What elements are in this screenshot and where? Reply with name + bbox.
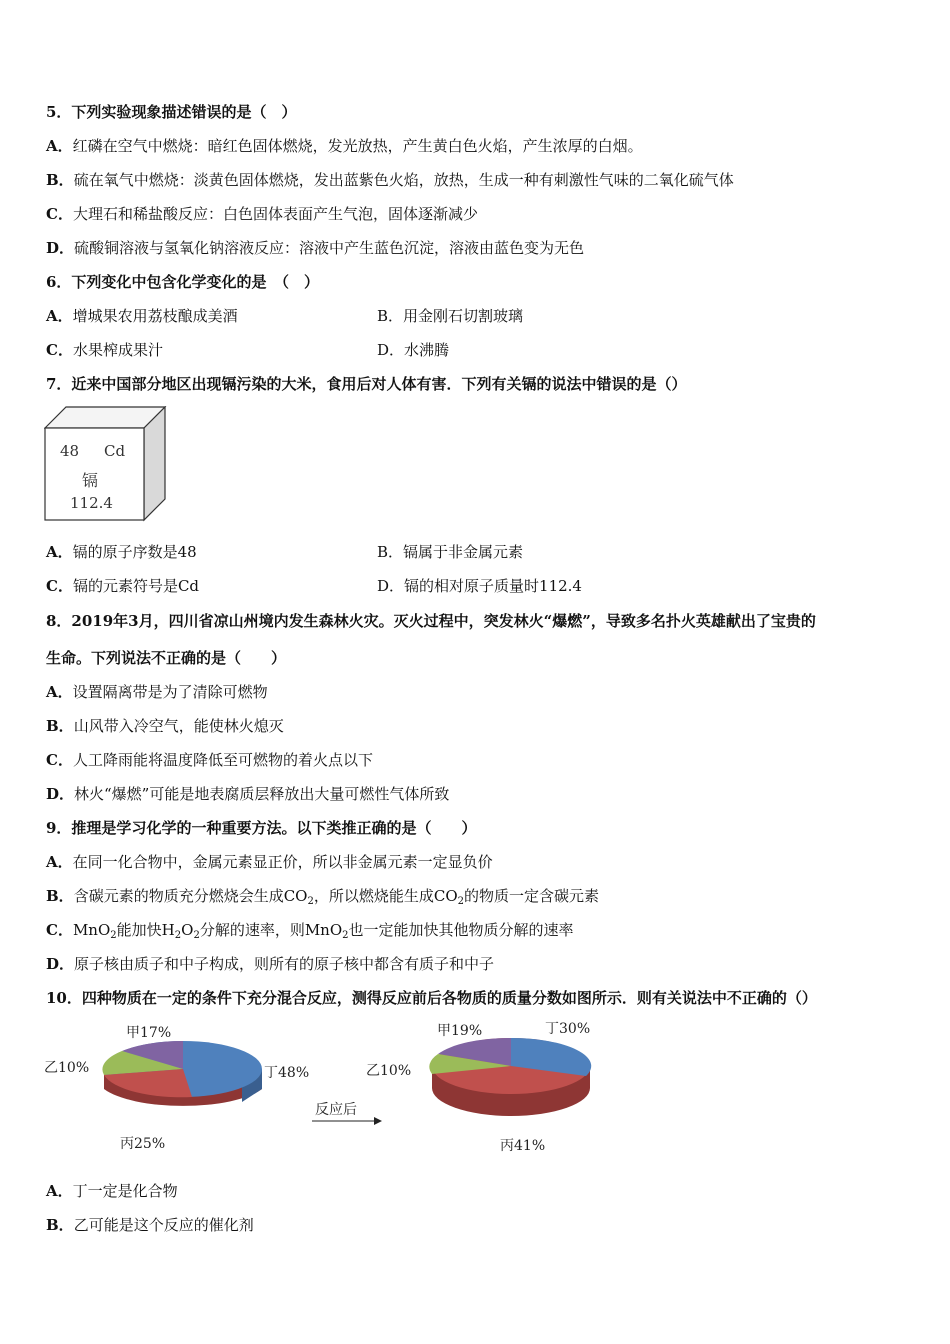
q9-a-label: A． (46, 853, 73, 871)
q7-b-text: 镉属于非金属元素 (403, 543, 524, 561)
q7-option-d[interactable] (377, 576, 582, 596)
q10-option-a[interactable] (46, 1181, 178, 1201)
q9-option-c[interactable] (46, 920, 574, 940)
q10-a-text: 丁一定是化合物 (72, 1182, 178, 1200)
q6-stem: 6．下列变化中包含化学变化的是 （ ） (46, 273, 319, 291)
q9-b-text3: 的物质一定含碳元素 (464, 887, 600, 905)
mass-fraction-pie-charts (40, 1014, 660, 1164)
q9-stem: 9．推理是学习化学的一种重要方法。以下类推正确的是（ ） (46, 819, 477, 837)
q5-c-text: 大理石和稀盐酸反应：白色固体表面产生气泡，固体逐渐减少 (72, 205, 478, 223)
q6-d-label: D． (377, 341, 405, 359)
q9-c-text3: O (181, 921, 194, 939)
q9-b-sub2: 2 (457, 896, 464, 907)
q6-a-label: A． (46, 307, 73, 325)
q6-c-label: C． (46, 341, 73, 359)
element-cell-cadmium (44, 406, 168, 522)
q7-d-label: D． (377, 577, 405, 595)
q5-b-label: B． (46, 171, 74, 189)
q7-a-text: 镉的原子序数是48 (72, 543, 197, 561)
label-before-ding: 丁48% (264, 1065, 310, 1081)
pie-before (44, 1025, 309, 1152)
label-after-jia: 甲19% (437, 1023, 483, 1039)
q6-option-a[interactable] (46, 306, 238, 326)
q7-d-text: 镉的相对原子质量时112.4 (404, 577, 582, 595)
q9-c-sub1: 2 (110, 930, 117, 941)
element-symbol: Cd (104, 442, 126, 460)
q9-c-sub2: 2 (174, 930, 182, 941)
q9-d-text: 原子核由质子和中子构成，则所有的原子核中都含有质子和中子 (74, 955, 495, 973)
q5-d-label: D． (46, 239, 75, 257)
q9-c-text4: 分解的速率，则MnO (199, 921, 343, 939)
q8-option-a[interactable] (46, 682, 268, 702)
q6-a-text: 增城果农用荔枝酿成美酒 (72, 307, 238, 325)
q9-b-sub1: 2 (307, 896, 314, 907)
q8-d-label: D． (46, 785, 75, 803)
q5-option-c[interactable] (46, 204, 478, 224)
q8-stem-line2: 生命。下列说法不正确的是（ ） (46, 649, 287, 667)
q5-b-text: 硫在氧气中燃烧：淡黄色固体燃烧，发出蓝紫色火焰，放热，生成一种有刺激性气味的二氧化硫气体 (73, 171, 734, 189)
q9-b-text1: 含碳元素的物质充分燃烧会生成CO (73, 887, 308, 905)
q8-c-text: 人工降雨能将温度降低至可燃物的着火点以下 (72, 751, 373, 769)
q6-b-label: B． (377, 307, 404, 325)
q5-option-b[interactable] (46, 170, 734, 190)
q8-b-label: B． (46, 717, 74, 735)
q7-option-a[interactable] (46, 542, 197, 562)
atomic-number: 48 (60, 442, 80, 460)
q10-b-text: 乙可能是这个反应的催化剂 (73, 1216, 254, 1234)
q9-c-text2: 能加快H (116, 921, 175, 939)
q6-c-text: 水果榨成果汁 (72, 341, 163, 359)
q5-c-label: C． (46, 205, 73, 223)
q9-b-label: B． (46, 887, 74, 905)
q7-option-c[interactable] (46, 576, 199, 596)
q6-option-c[interactable] (46, 340, 163, 360)
q9-d-label: D． (46, 955, 75, 973)
q10-b-label: B． (46, 1216, 74, 1234)
q9-option-b[interactable] (46, 886, 599, 906)
pie-after (366, 1021, 591, 1154)
q8-option-d[interactable] (46, 784, 449, 804)
q9-c-text5: 也一定能加快其他物质分解的速率 (348, 921, 574, 939)
q6-option-d[interactable] (377, 340, 449, 360)
q8-d-text: 林火“爆燃”可能是地表腐质层释放出大量可燃性气体所致 (74, 785, 450, 803)
q6-d-text: 水沸腾 (404, 341, 450, 359)
q7-stem: 7．近来中国部分地区出现镉污染的大米，食用后对人体有害．下列有关镉的说法中错误的是（） (46, 375, 687, 393)
label-after-bing: 丙41% (500, 1138, 546, 1154)
q10-stem: 10．四种物质在一定的条件下充分混合反应，测得反应前后各物质的质量分数如图所示．则有关说法中不正确的（） (46, 989, 817, 1007)
q7-c-label: C． (46, 577, 73, 595)
reaction-arrow (312, 1102, 382, 1125)
q8-b-text: 山风带入冷空气，能使林火熄灭 (73, 717, 284, 735)
q9-c-text1: MnO (72, 921, 111, 939)
q5-stem: 5．下列实验现象描述错误的是（ ） (46, 103, 297, 121)
label-after-yi: 乙10% (366, 1063, 412, 1079)
q5-option-d[interactable] (46, 238, 584, 258)
q10-option-b[interactable] (46, 1215, 254, 1235)
q9-option-a[interactable] (46, 852, 493, 872)
q8-option-c[interactable] (46, 750, 373, 770)
q9-option-d[interactable] (46, 954, 494, 974)
q8-a-label: A． (46, 683, 73, 701)
atomic-mass: 112.4 (70, 494, 113, 512)
arrow-head-icon (374, 1117, 382, 1125)
q7-b-label: B． (377, 543, 404, 561)
q5-option-a[interactable] (46, 136, 643, 156)
q7-c-text: 镉的元素符号是Cd (72, 577, 200, 595)
arrow-label: 反应后 (315, 1102, 357, 1118)
label-before-yi: 乙10% (44, 1060, 90, 1076)
q9-c-label: C． (46, 921, 73, 939)
q10-a-label: A． (46, 1182, 73, 1200)
q5-d-text: 硫酸铜溶液与氢氧化钠溶液反应：溶液中产生蓝色沉淀，溶液由蓝色变为无色 (74, 239, 585, 257)
q8-a-text: 设置隔离带是为了清除可燃物 (72, 683, 268, 701)
label-before-bing: 丙25% (120, 1136, 166, 1152)
q5-a-text: 红磷在空气中燃烧：暗红色固体燃烧，发光放热，产生黄白色火焰，产生浓厚的白烟。 (72, 137, 643, 155)
q9-c-sub3: 2 (193, 930, 200, 941)
q8-option-b[interactable] (46, 716, 284, 736)
q6-b-text: 用金刚石切割玻璃 (403, 307, 524, 325)
label-after-ding: 丁30% (545, 1021, 591, 1037)
q7-a-label: A． (46, 543, 73, 561)
element-name: 镉 (82, 471, 99, 490)
q8-c-label: C． (46, 751, 73, 769)
q8-stem-line1: 8．2019年3月，四川省凉山州境内发生森林火灾。灭火过程中，突发林火“爆燃”，导致多名扑火英雄献出了宝贵的 (46, 612, 816, 630)
q9-c-sub4: 2 (342, 930, 349, 941)
q5-a-label: A． (46, 137, 73, 155)
q6-option-b[interactable] (377, 306, 523, 326)
q7-option-b[interactable] (377, 542, 523, 562)
q9-b-text2: ，所以燃烧能生成CO (313, 887, 458, 905)
q9-a-text: 在同一化合物中，金属元素显正价，所以非金属元素一定显负价 (72, 853, 493, 871)
label-before-jia: 甲17% (126, 1025, 172, 1041)
